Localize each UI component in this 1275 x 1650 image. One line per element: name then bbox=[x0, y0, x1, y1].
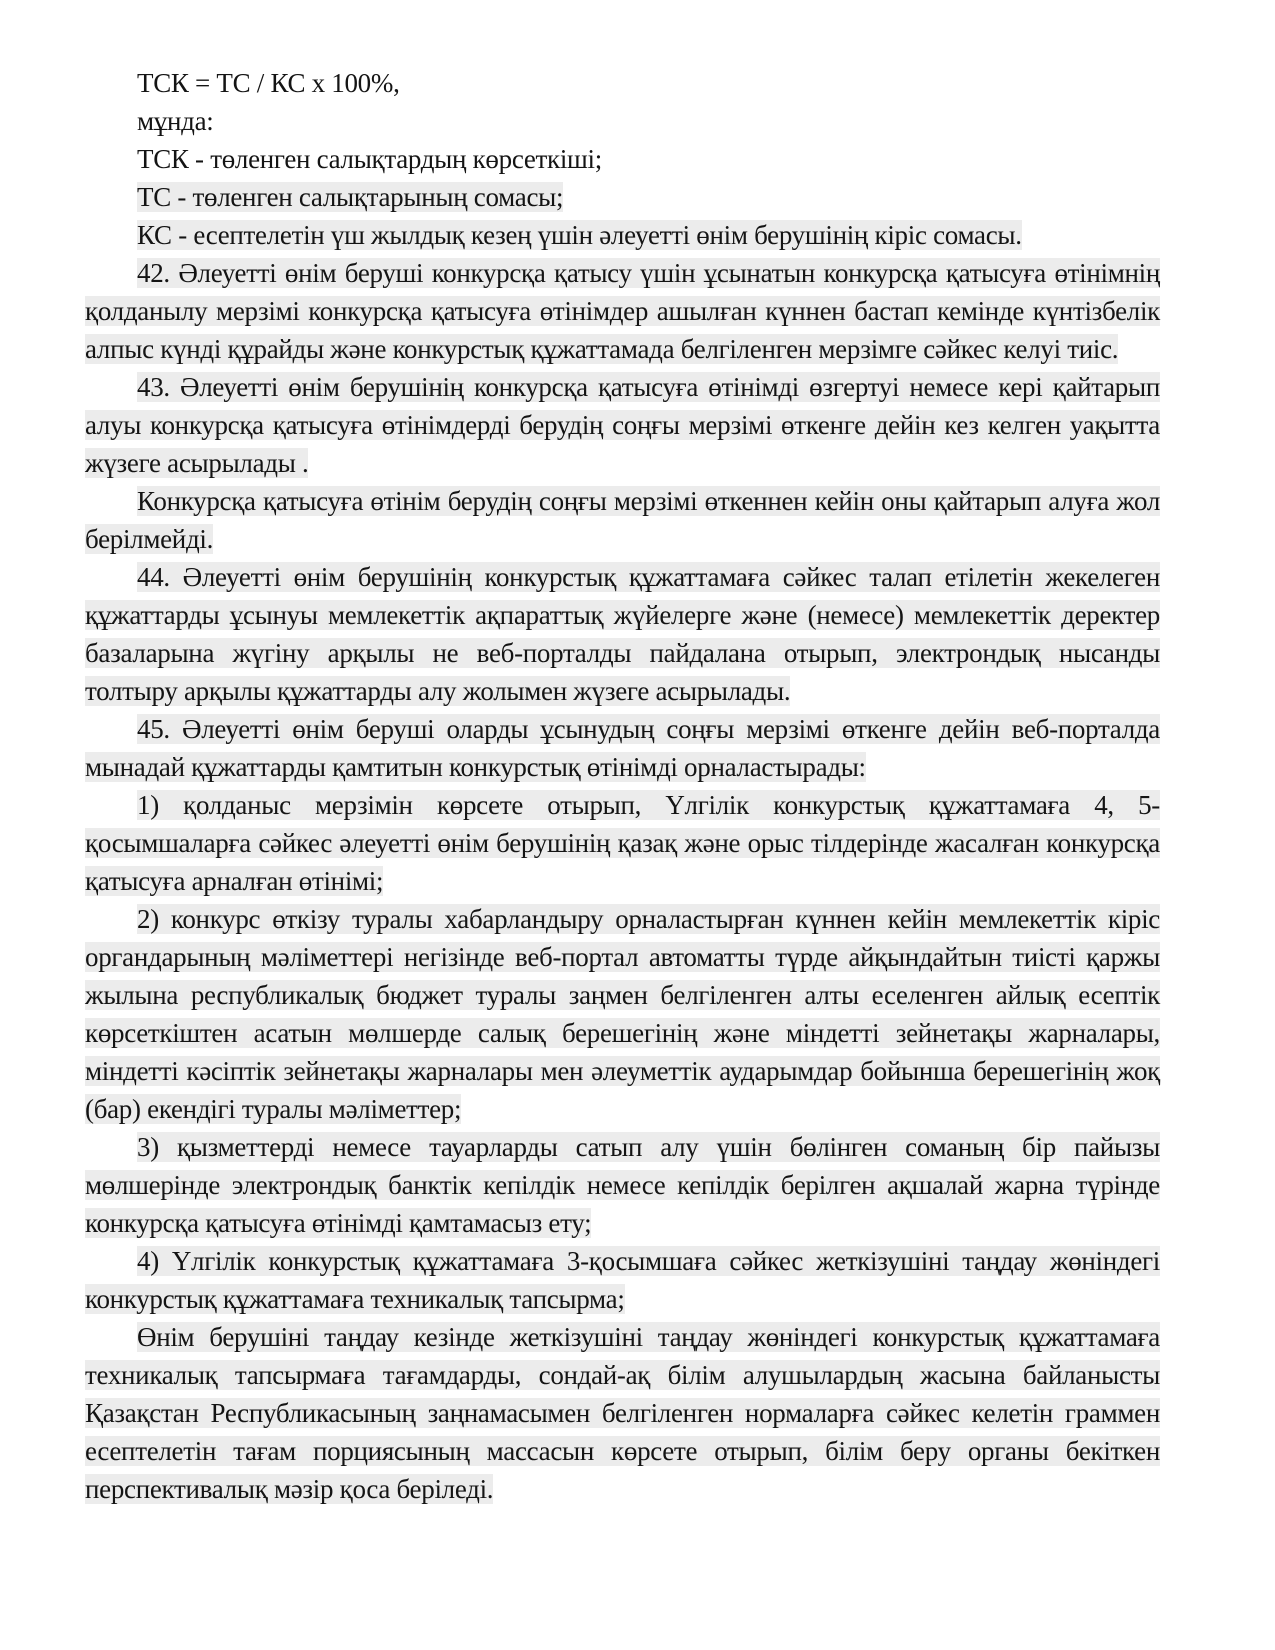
list-item-4 bbox=[85, 1242, 1160, 1318]
paragraph-text: 2) конкурс өткізу туралы хабарландыру орналастырған күннен кейін мемлекеттік кіріс органдарының мәліметтері негізінде веб-портал автоматты түрде айқындайтын тиісті қаржы жылына республикалық бюджет туралы заңмен белгіленген алты еселенген айлық есептік көрсеткіштен асатын мөлшерде салық берешегінің және міндетті зейнетақы жарналары, міндетті кәсіптік зейнетақы жарналары мен әлеуметтік аударымдар бойынша берешегінің жоқ (бар) екендігі туралы мәліметтер; bbox=[85, 904, 1160, 1124]
paragraph-text: 4) Үлгілік конкурстық құжаттамаға 3-қосымшаға сәйкес жеткізушіні таңдау жөніндегі конкурстық құжаттамаға техникалық тапсырма; bbox=[85, 1246, 1160, 1314]
list-item-1 bbox=[85, 786, 1160, 900]
paragraph-text: 44. Әлеуетті өнім берушінің конкурстық құжаттамаға сәйкес талап етілетін жекелеген құжаттарды ұсынуы мемлекеттік ақпараттық жүйелерге және (немесе) мемлекеттік деректер базаларына жүгіну арқылы не веб-порталды пайдалана отырып, электрондық нысанды толтыру арқылы құжаттарды алу жолымен жүзеге асырылады. bbox=[85, 562, 1160, 706]
paragraph-text: ТСК = ТС / КС х 100%, bbox=[137, 68, 400, 98]
paragraph-text: Өнім берушіні таңдау кезінде жеткізушіні таңдау жөніндегі конкурстық құжаттамаға техникалық тапсырмаға тағамдарды, сондай-ақ білім алушылардың жасына байланысты Қазақстан Республикасының заңнамасымен белгіленген нормаларға сәйкес келетін граммен есептелетін тағам порциясының массасын көрсете отырып, білім беру органы бекіткен перспективалық мәзір қоса беріледі. bbox=[85, 1322, 1160, 1504]
paragraph-44 bbox=[85, 558, 1160, 710]
paragraph-text: 43. Әлеуетті өнім берушінің конкурсқа қатысуға өтінімді өзгертуі немесе кері қайтарып алуы конкурсқа қатысуға өтінімдерді берудің соңғы мерзімі өткенге дейін кез келген уақытта жүзеге асырылады . bbox=[85, 372, 1160, 478]
closing-paragraph bbox=[85, 1318, 1160, 1508]
list-item-2 bbox=[85, 900, 1160, 1128]
list-item-3 bbox=[85, 1128, 1160, 1242]
paragraph-text: Конкурсқа қатысуға өтінім берудің соңғы мерзімі өткеннен кейін оны қайтарып алуға жол берілмейді. bbox=[85, 486, 1160, 554]
paragraph-text: КС - есептелетін үш жылдық кезең үшін әлеуетті өнім берушінің кіріс сомасы. bbox=[137, 220, 1022, 250]
paragraph-45 bbox=[85, 710, 1160, 786]
paragraph-42 bbox=[85, 254, 1160, 368]
paragraph-43-continuation bbox=[85, 482, 1160, 558]
paragraph-text: 1) қолданыс мерзімін көрсете отырып, Үлгілік конкурстық құжаттамаға 4, 5-қосымшаларға сәйкес әлеуетті өнім берушінің қазақ және орыс тілдерінде жасалған конкурсқа қатысуға арналған өтінімі; bbox=[85, 790, 1160, 896]
paragraph-text: 45. Әлеуетті өнім беруші оларды ұсынудың соңғы мерзімі өткенге дейін веб-порталда мынадай құжаттарды қамтитын конкурстық өтінімді орналастырады: bbox=[85, 714, 1160, 782]
definition-tsk bbox=[85, 140, 1160, 178]
paragraph-text: ТС - төленген салықтарының сомасы; bbox=[137, 182, 564, 212]
paragraph-text: 3) қызметтерді немесе тауарларды сатып алу үшін бөлінген соманың бір пайызы мөлшерінде электрондық банктік кепілдік немесе кепілдік берілген ақшалай жарна түрінде конкурсқа қатысуға өтінімді қамтамасыз ету; bbox=[85, 1132, 1160, 1238]
paragraph-text: ТСК - төленген салықтардың көрсеткіші; bbox=[137, 144, 602, 174]
paragraph-43 bbox=[85, 368, 1160, 482]
formula-where-line bbox=[85, 102, 1160, 140]
paragraph-text: мұнда: bbox=[137, 106, 214, 136]
formula-line bbox=[85, 64, 1160, 102]
definition-ks bbox=[85, 216, 1160, 254]
definition-ts bbox=[85, 178, 1160, 216]
paragraph-text: 42. Әлеуетті өнім беруші конкурсқа қатысу үшін ұсынатын конкурсқа қатысуға өтінімнің қолданылу мерзімі конкурсқа қатысуға өтінімдер ашылған күннен бастап кемінде күнтізбелік алпыс күнді құрайды және конкурстық құжаттамада белгіленген мерзімге сәйкес келуі тиіс. bbox=[85, 258, 1160, 364]
